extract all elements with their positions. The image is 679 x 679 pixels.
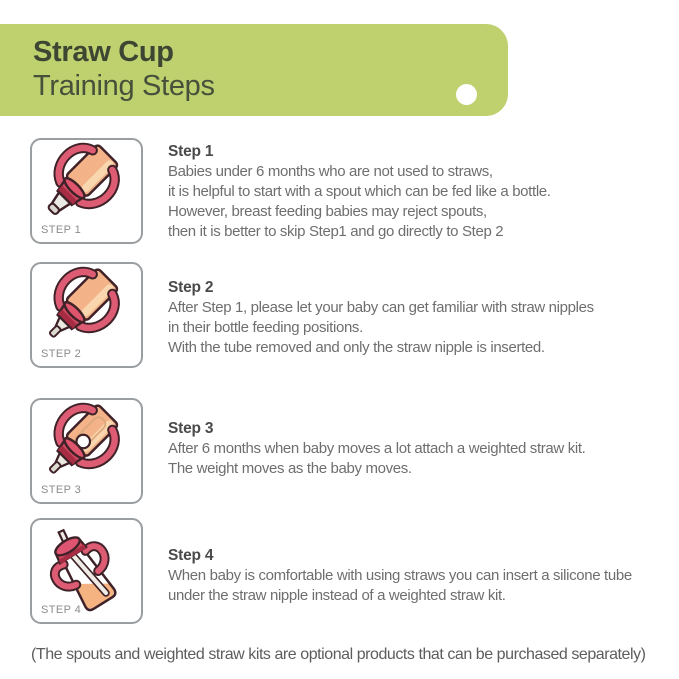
step2-line: With the tube removed and only the straw nipple is inserted.: [168, 339, 545, 356]
step2-line: in their bottle feeding positions.: [168, 319, 363, 336]
step2-text-block: [168, 278, 594, 358]
step2-heading: Step 2: [168, 279, 214, 296]
step1-line: then it is better to skip Step1 and go directly to Step 2: [168, 223, 504, 240]
step1-line: it is helpful to start with a spout which can be fed like a bottle.: [168, 183, 551, 200]
step2-illustration-box: [30, 262, 143, 368]
step3-line: After 6 months when baby moves a lot attach a weighted straw kit.: [168, 440, 586, 457]
step4-illustration-box: [30, 518, 143, 624]
step1-illustration-box: [30, 138, 143, 244]
footer-note: (The spouts and weighted straw kits are optional products that can be purchased separately): [31, 646, 646, 663]
step4-line: When baby is comfortable with using straws you can insert a silicone tube: [168, 567, 632, 584]
step3-text-block: [168, 419, 585, 479]
step3-illustration-box: [30, 398, 143, 504]
step4-heading: Step 4: [168, 547, 214, 564]
hole-punch-dot-icon: [456, 84, 477, 105]
step1-heading: Step 1: [168, 143, 214, 160]
header-banner: [0, 24, 508, 116]
page-title: Straw Cup: [33, 36, 174, 68]
step2-box-label: STEP 2: [41, 348, 82, 360]
step2-line: After Step 1, please let your baby can get familiar with straw nipples: [168, 299, 594, 316]
step4-text-block: [168, 546, 632, 606]
step4-box-label: STEP 4: [41, 604, 82, 616]
step4-line: under the straw nipple instead of a weighted straw kit.: [168, 587, 506, 604]
step3-box-label: STEP 3: [41, 484, 82, 496]
step3-heading: Step 3: [168, 420, 214, 437]
step1-line: Babies under 6 months who are not used to straws,: [168, 163, 493, 180]
step3-line: The weight moves as the baby moves.: [168, 460, 412, 477]
step1-box-label: STEP 1: [41, 224, 82, 236]
page-subtitle: Training Steps: [33, 70, 215, 102]
step1-text-block: [168, 142, 551, 242]
step1-line: However, breast feeding babies may reject spouts,: [168, 203, 487, 220]
